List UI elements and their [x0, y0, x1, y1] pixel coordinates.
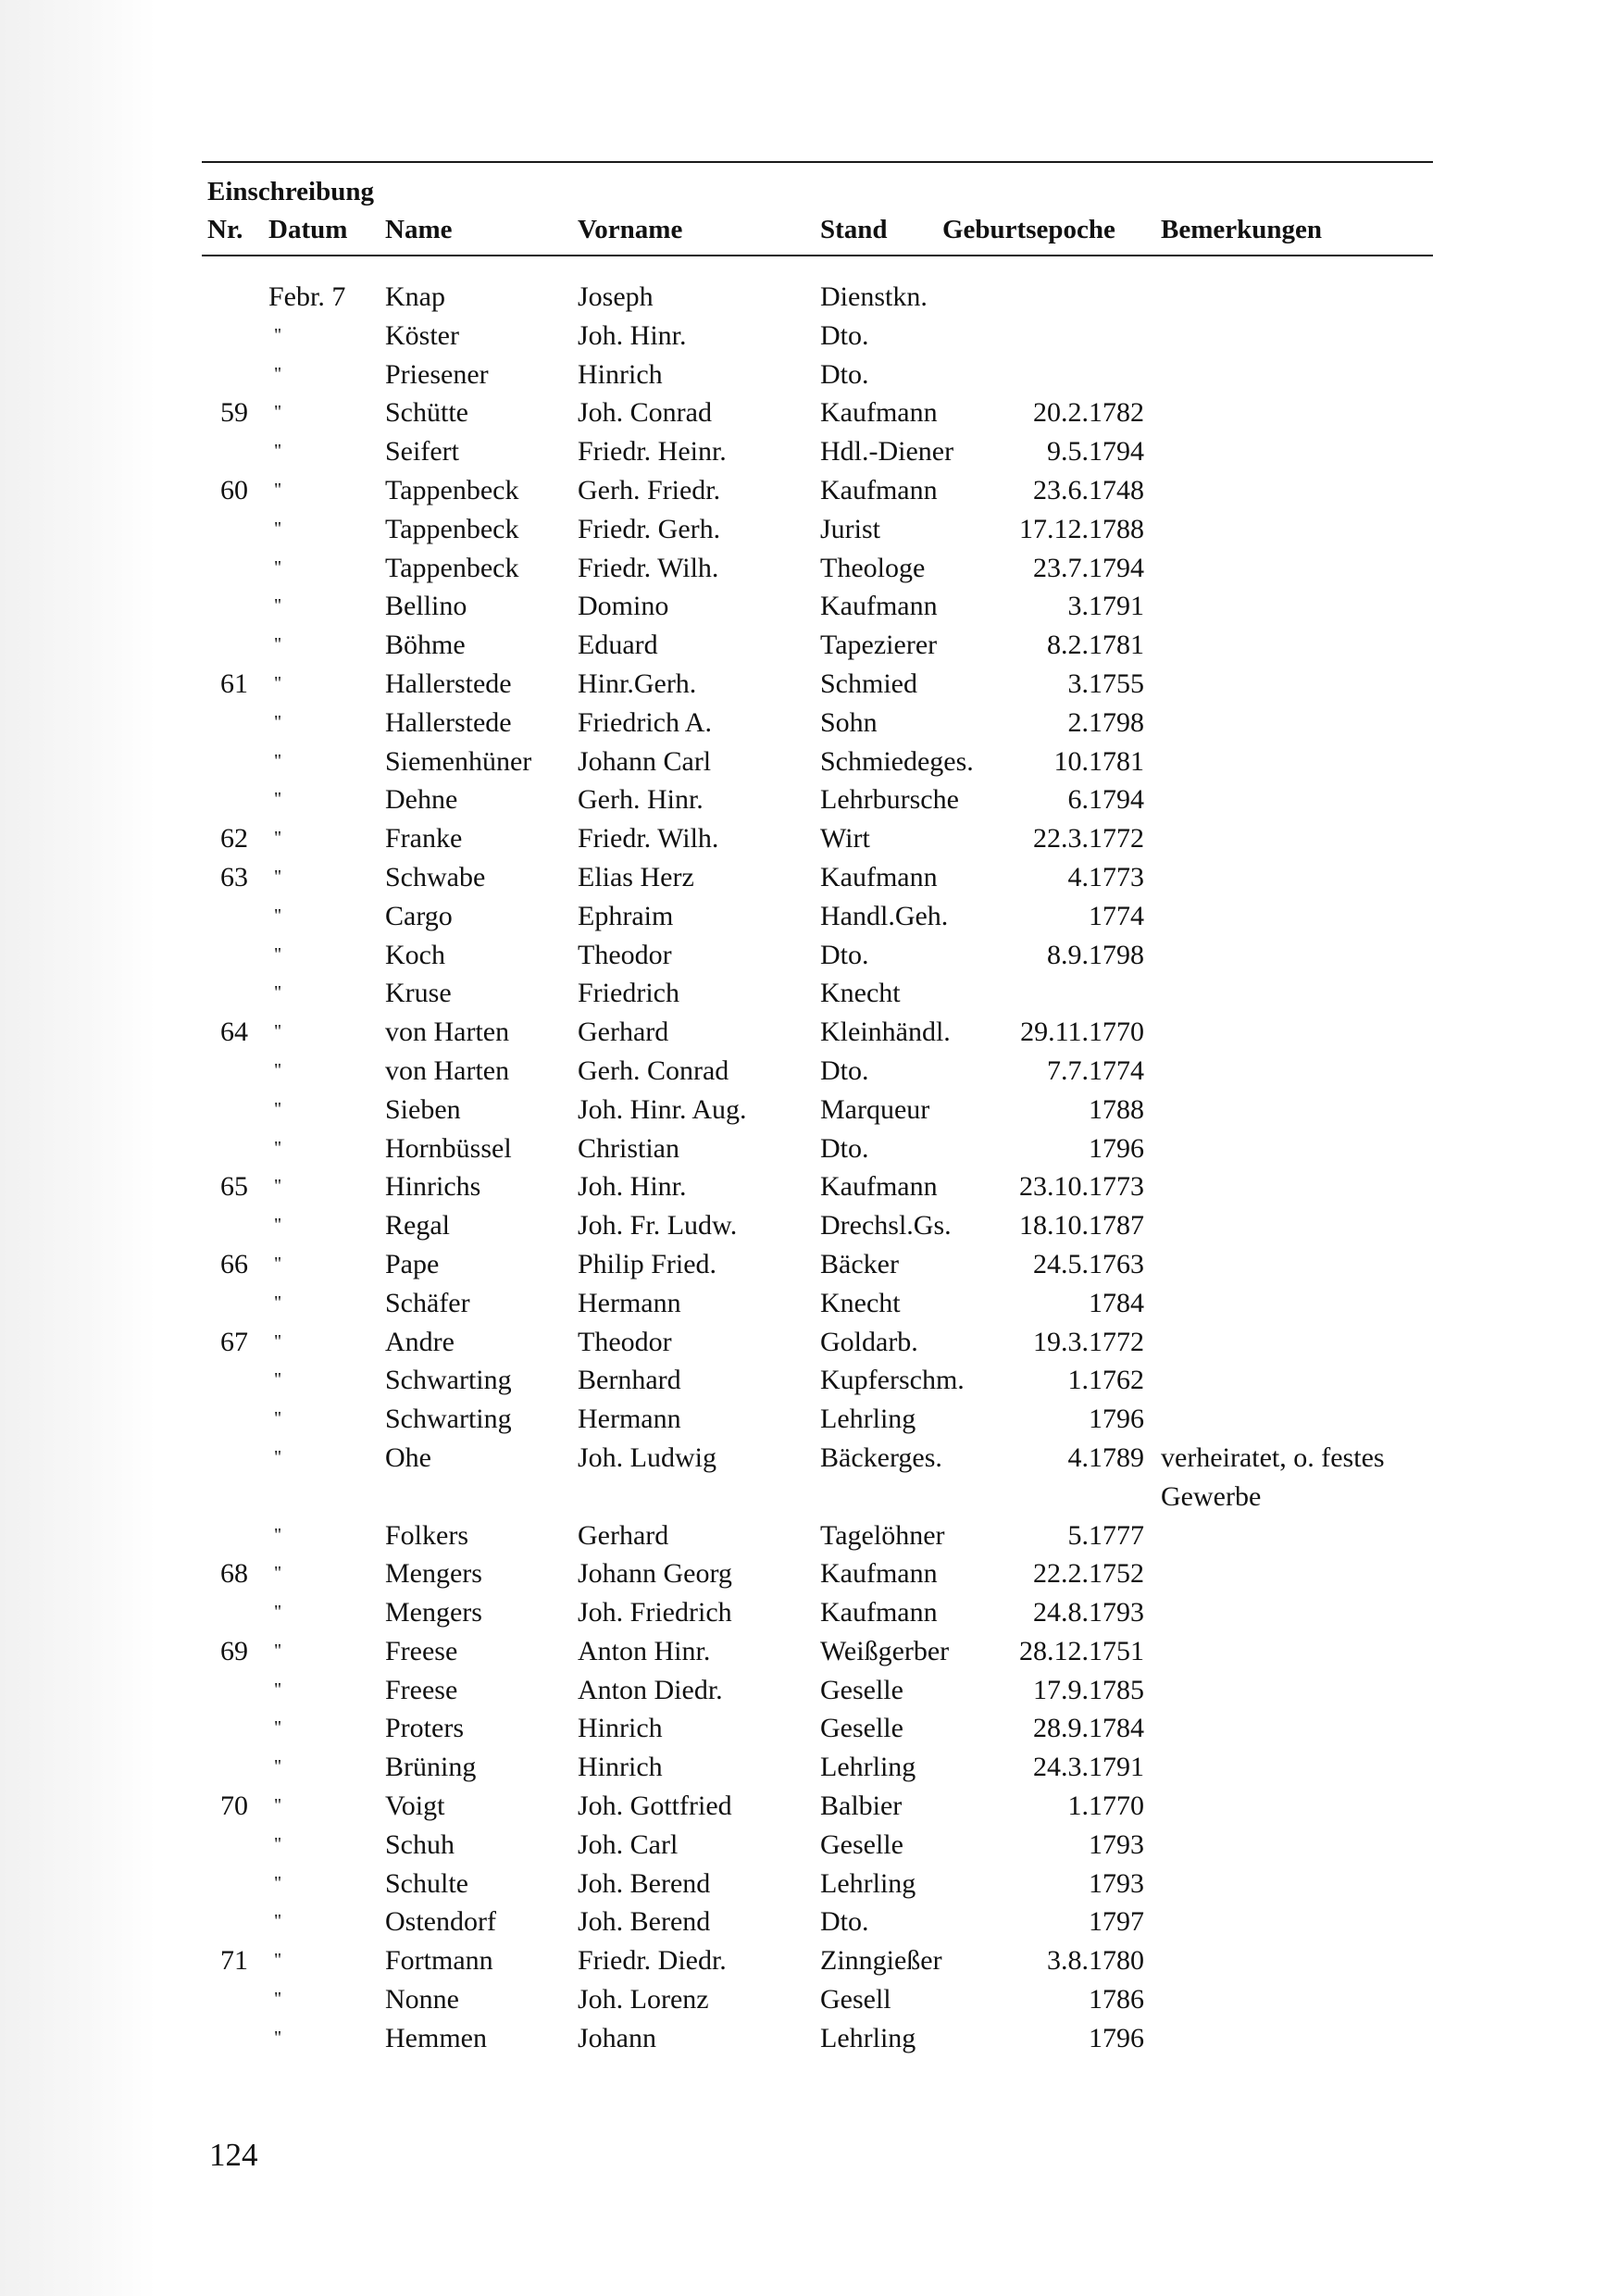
entry-vorname: Bernhard — [578, 1365, 681, 1396]
entry-date: " — [274, 479, 282, 500]
table-row — [0, 2019, 1607, 2058]
entry-stand: Lehrbursche — [820, 784, 959, 816]
table-row — [0, 1516, 1607, 1555]
entry-geburtsepoche: 23.10.1773 — [1019, 1171, 1144, 1203]
column-header-geburtsepoche: Geburtsepoche — [942, 215, 1115, 244]
table-row — [0, 549, 1607, 588]
entry-date: " — [274, 518, 282, 539]
entry-vorname: Gerhard — [578, 1519, 669, 1551]
entry-geburtsepoche: 1774 — [1089, 900, 1144, 931]
entry-date: " — [274, 402, 282, 423]
table-row — [0, 704, 1607, 742]
entry-vorname: Friedr. Diedr. — [578, 1945, 727, 1977]
entry-geburtsepoche: 22.3.1772 — [1033, 823, 1144, 855]
entry-name: Regal — [385, 1210, 450, 1242]
entry-geburtsepoche: 28.9.1784 — [1033, 1713, 1144, 1744]
entry-name: Tappenbeck — [385, 513, 519, 544]
entry-vorname: Anton Hinr. — [578, 1635, 711, 1666]
entry-vorname: Johann — [578, 2022, 656, 2053]
entry-vorname: Gerh. Conrad — [578, 1054, 729, 1086]
table-row — [0, 471, 1607, 510]
entry-date: " — [274, 1176, 282, 1197]
table-row — [0, 393, 1607, 432]
entry-vorname: Joh. Fr. Ludw. — [578, 1210, 738, 1242]
entry-number: 68 — [220, 1558, 248, 1590]
table-row — [0, 897, 1607, 936]
header-bottom-rule — [202, 255, 1433, 256]
entry-stand: Kleinhändl. — [820, 1017, 951, 1048]
entry-stand: Tagelöhner — [820, 1519, 945, 1551]
table-row — [0, 432, 1607, 471]
table-row — [0, 858, 1607, 897]
column-header-datum: Datum — [268, 215, 348, 244]
entry-vorname: Johann Carl — [578, 745, 712, 777]
table-row — [0, 1671, 1607, 1710]
entry-number: 67 — [220, 1326, 248, 1357]
entry-date: " — [274, 866, 282, 887]
entry-vorname: Friedr. Wilh. — [578, 552, 719, 583]
table-row — [0, 1245, 1607, 1284]
entry-stand: Sohn — [820, 706, 878, 738]
entry-name: Sieben — [385, 1093, 461, 1125]
table-row — [0, 1439, 1607, 1516]
entry-vorname: Joh. Hinr. Aug. — [578, 1093, 747, 1125]
entry-stand: Dto. — [820, 939, 869, 970]
table-row — [0, 1091, 1607, 1129]
entry-geburtsepoche: 1793 — [1089, 1828, 1144, 1860]
entry-name: Schwarting — [385, 1365, 512, 1396]
entry-geburtsepoche: 1796 — [1089, 1404, 1144, 1435]
entry-name: Nonne — [385, 1984, 459, 2015]
entry-date: " — [274, 789, 282, 810]
entry-geburtsepoche: 1.1770 — [1067, 1791, 1144, 1822]
entry-name: Hallerstede — [385, 668, 512, 699]
entry-geburtsepoche: 1796 — [1089, 1132, 1144, 1164]
entry-name: Dehne — [385, 784, 458, 816]
entry-name: Kruse — [385, 978, 452, 1009]
entry-date: " — [274, 1756, 282, 1778]
entry-stand: Kaufmann — [820, 397, 938, 429]
entry-vorname: Philip Fried. — [578, 1248, 717, 1279]
entry-date: " — [274, 1602, 282, 1623]
entry-vorname: Friedr. Wilh. — [578, 823, 719, 855]
entry-geburtsepoche: 23.7.1794 — [1033, 552, 1144, 583]
table-row — [0, 1903, 1607, 1941]
entry-geburtsepoche: 19.3.1772 — [1033, 1326, 1144, 1357]
entry-name: von Harten — [385, 1054, 510, 1086]
entry-stand: Kaufmann — [820, 861, 938, 892]
entry-stand: Bäcker — [820, 1248, 899, 1279]
entry-date: " — [274, 1872, 282, 1893]
entry-geburtsepoche: 4.1773 — [1067, 861, 1144, 892]
entry-stand: Drechsl.Gs. — [820, 1210, 952, 1242]
entry-number: 70 — [220, 1791, 248, 1822]
entry-stand: Dto. — [820, 1132, 869, 1164]
entry-geburtsepoche: 4.1789 — [1067, 1441, 1144, 1473]
section-title: Einschreibung — [207, 177, 374, 206]
entry-geburtsepoche: 1.1762 — [1067, 1365, 1144, 1396]
entry-vorname: Anton Diedr. — [578, 1674, 723, 1705]
entry-stand: Schmiedeges. — [820, 745, 974, 777]
entry-stand: Dto. — [820, 1906, 869, 1938]
entry-geburtsepoche: 5.1777 — [1067, 1519, 1144, 1551]
entry-stand: Marqueur — [820, 1093, 930, 1125]
entry-date: " — [274, 1446, 282, 1467]
table-row — [0, 780, 1607, 819]
entry-vorname: Theodor — [578, 939, 672, 970]
entry-date: Febr. 7 — [268, 281, 346, 312]
entry-name: Andre — [385, 1326, 455, 1357]
entry-number: 69 — [220, 1635, 248, 1666]
entry-date: " — [274, 324, 282, 345]
table-row — [0, 1167, 1607, 1206]
table-row — [0, 1052, 1607, 1091]
entry-vorname: Christian — [578, 1132, 679, 1164]
entry-date: " — [274, 750, 282, 771]
entry-stand: Kaufmann — [820, 591, 938, 622]
entry-stand: Tapezierer — [820, 630, 938, 661]
table-row — [0, 1593, 1607, 1632]
entry-date: " — [274, 1717, 282, 1739]
entry-vorname: Joh. Carl — [578, 1828, 679, 1860]
entry-date: " — [274, 1950, 282, 1971]
entry-date: " — [274, 1292, 282, 1313]
entry-name: Bellino — [385, 591, 467, 622]
table-row — [0, 1632, 1607, 1671]
entry-date: " — [274, 1408, 282, 1429]
entry-number: 66 — [220, 1248, 248, 1279]
table-row — [0, 510, 1607, 549]
entry-stand: Geselle — [820, 1828, 903, 1860]
table-row — [0, 317, 1607, 356]
table-row — [0, 1787, 1607, 1826]
entry-stand: Kupferschm. — [820, 1365, 965, 1396]
entry-name: Folkers — [385, 1519, 468, 1551]
entry-geburtsepoche: 17.12.1788 — [1019, 513, 1144, 544]
table-row — [0, 819, 1607, 858]
table-row — [0, 936, 1607, 975]
entry-vorname: Friedr. Heinr. — [578, 436, 727, 468]
entry-geburtsepoche: 1797 — [1089, 1906, 1144, 1938]
table-row — [0, 1129, 1607, 1168]
entry-stand: Geselle — [820, 1674, 903, 1705]
entry-stand: Handl.Geh. — [820, 900, 949, 931]
entry-geburtsepoche: 3.1755 — [1067, 668, 1144, 699]
entry-date: " — [274, 1215, 282, 1236]
entry-vorname: Hinrich — [578, 1752, 663, 1783]
table-row — [0, 1554, 1607, 1593]
entry-vorname: Hinrich — [578, 358, 663, 390]
entry-date: " — [274, 1911, 282, 1932]
entry-vorname: Joh. Friedrich — [578, 1597, 732, 1628]
entry-stand: Wirt — [820, 823, 870, 855]
entry-geburtsepoche: 9.5.1794 — [1047, 436, 1144, 468]
entry-name: Priesener — [385, 358, 489, 390]
entry-name: Franke — [385, 823, 463, 855]
column-header-bemerkungen: Bemerkungen — [1161, 215, 1322, 244]
entry-stand: Gesell — [820, 1984, 891, 2015]
entry-vorname: Hermann — [578, 1287, 681, 1318]
entry-vorname: Joh. Hinr. — [578, 319, 687, 351]
entry-name: von Harten — [385, 1017, 510, 1048]
entry-vorname: Joh. Lorenz — [578, 1984, 709, 2015]
entry-vorname: Joh. Hinr. — [578, 1171, 687, 1203]
entry-vorname: Joh. Conrad — [578, 397, 712, 429]
entry-stand: Schmied — [820, 668, 917, 699]
entry-name: Mengers — [385, 1597, 482, 1628]
entry-vorname: Friedrich — [578, 978, 679, 1009]
entry-name: Siemenhüner — [385, 745, 532, 777]
entry-stand: Balbier — [820, 1791, 903, 1822]
entry-date: " — [274, 1253, 282, 1274]
entry-date: " — [274, 943, 282, 965]
entry-name: Köster — [385, 319, 459, 351]
entry-geburtsepoche: 1793 — [1089, 1867, 1144, 1899]
entry-date: " — [274, 982, 282, 1004]
entry-date: " — [274, 905, 282, 926]
entry-date: " — [274, 2027, 282, 2048]
entry-name: Ohe — [385, 1441, 431, 1473]
table-row — [0, 1013, 1607, 1052]
entry-date: " — [274, 595, 282, 617]
entry-geburtsepoche: 17.9.1785 — [1033, 1674, 1144, 1705]
column-header-name: Name — [385, 215, 453, 244]
entry-stand: Dienstkn. — [820, 281, 928, 312]
column-header-stand: Stand — [820, 215, 888, 244]
entry-date: " — [274, 441, 282, 462]
entry-stand: Weißgerber — [820, 1635, 950, 1666]
entry-date: " — [274, 1640, 282, 1661]
entry-number: 60 — [220, 474, 248, 505]
table-row — [0, 626, 1607, 665]
entry-stand: Kaufmann — [820, 474, 938, 505]
entry-geburtsepoche: 24.3.1791 — [1033, 1752, 1144, 1783]
table-row — [0, 974, 1607, 1013]
entry-stand: Geselle — [820, 1713, 903, 1744]
table-row — [0, 742, 1607, 781]
entry-vorname: Joh. Berend — [578, 1867, 711, 1899]
entry-date: " — [274, 1098, 282, 1119]
entry-stand: Lehrling — [820, 2022, 916, 2053]
entry-geburtsepoche: 7.7.1774 — [1047, 1054, 1144, 1086]
entry-geburtsepoche: 1796 — [1089, 2022, 1144, 2053]
entry-geburtsepoche: 24.8.1793 — [1033, 1597, 1144, 1628]
entry-vorname: Friedrich A. — [578, 706, 712, 738]
entry-stand: Kaufmann — [820, 1597, 938, 1628]
entry-stand: Lehrling — [820, 1867, 916, 1899]
entry-geburtsepoche: 1786 — [1089, 1984, 1144, 2015]
entry-name: Böhme — [385, 630, 466, 661]
entry-name: Tappenbeck — [385, 474, 519, 505]
table-row — [0, 1980, 1607, 2019]
entry-date: " — [274, 1678, 282, 1700]
entry-stand: Knecht — [820, 978, 901, 1009]
entry-vorname: Elias Herz — [578, 861, 694, 892]
table-row — [0, 1361, 1607, 1400]
entry-name: Cargo — [385, 900, 453, 931]
entry-name: Koch — [385, 939, 445, 970]
entry-vorname: Ephraim — [578, 900, 674, 931]
entry-vorname: Johann Georg — [578, 1558, 732, 1590]
table-row — [0, 356, 1607, 394]
entry-stand: Bäckerges. — [820, 1441, 942, 1473]
entry-vorname: Friedr. Gerh. — [578, 513, 721, 544]
entry-stand: Dto. — [820, 319, 869, 351]
column-header-nr: Nr. — [207, 215, 243, 244]
entry-number: 64 — [220, 1017, 248, 1048]
entry-date: " — [274, 672, 282, 693]
entry-name: Freese — [385, 1674, 458, 1705]
entry-vorname: Hermann — [578, 1404, 681, 1435]
table-row — [0, 1284, 1607, 1323]
entry-name: Freese — [385, 1635, 458, 1666]
register-table-body — [0, 278, 1607, 2058]
table-row — [0, 1400, 1607, 1439]
entry-stand: Dto. — [820, 358, 869, 390]
entry-name: Schütte — [385, 397, 468, 429]
entry-number: 59 — [220, 397, 248, 429]
table-row — [0, 1709, 1607, 1748]
entry-name: Hemmen — [385, 2022, 487, 2053]
entry-vorname: Gerh. Friedr. — [578, 474, 721, 505]
column-header-vorname: Vorname — [578, 215, 683, 244]
table-row — [0, 1941, 1607, 1980]
entry-geburtsepoche: 20.2.1782 — [1033, 397, 1144, 429]
entry-vorname: Joh. Berend — [578, 1906, 711, 1938]
entry-stand: Kaufmann — [820, 1558, 938, 1590]
entry-name: Schwabe — [385, 861, 486, 892]
entry-vorname: Theodor — [578, 1326, 672, 1357]
entry-geburtsepoche: 8.2.1781 — [1047, 630, 1144, 661]
entry-stand: Kaufmann — [820, 1171, 938, 1203]
entry-geburtsepoche: 10.1781 — [1053, 745, 1144, 777]
table-row — [0, 1865, 1607, 1903]
entry-date: " — [274, 1021, 282, 1042]
entry-vorname: Joh. Gottfried — [578, 1791, 732, 1822]
entry-name: Voigt — [385, 1791, 445, 1822]
entry-stand: Lehrling — [820, 1752, 916, 1783]
entry-name: Fortmann — [385, 1945, 493, 1977]
entry-vorname: Hinr.Gerh. — [578, 668, 697, 699]
entry-vorname: Eduard — [578, 630, 658, 661]
entry-name: Proters — [385, 1713, 464, 1744]
entry-name: Seifert — [385, 436, 459, 468]
entry-date: " — [274, 1059, 282, 1080]
entry-geburtsepoche: 2.1798 — [1067, 706, 1144, 738]
entry-name: Tappenbeck — [385, 552, 519, 583]
entry-stand: Jurist — [820, 513, 881, 544]
entry-date: " — [274, 828, 282, 849]
entry-vorname: Domino — [578, 591, 669, 622]
entry-number: 63 — [220, 861, 248, 892]
entry-name: Brüning — [385, 1752, 477, 1783]
entry-date: " — [274, 1795, 282, 1816]
entry-name: Hornbüssel — [385, 1132, 512, 1164]
entry-name: Knap — [385, 281, 445, 312]
entry-name: Schäfer — [385, 1287, 470, 1318]
table-row — [0, 278, 1607, 317]
table-row — [0, 1748, 1607, 1787]
entry-geburtsepoche: 24.5.1763 — [1033, 1248, 1144, 1279]
entry-date: " — [274, 363, 282, 384]
entry-geburtsepoche: 3.8.1780 — [1047, 1945, 1144, 1977]
entry-date: " — [274, 1563, 282, 1584]
entry-stand: Lehrling — [820, 1404, 916, 1435]
entry-stand: Theologe — [820, 552, 926, 583]
entry-name: Schuh — [385, 1828, 455, 1860]
entry-stand: Knecht — [820, 1287, 901, 1318]
entry-geburtsepoche: 29.11.1770 — [1020, 1017, 1144, 1048]
entry-stand: Goldarb. — [820, 1326, 918, 1357]
table-row — [0, 1206, 1607, 1245]
entry-name: Schulte — [385, 1867, 468, 1899]
table-top-rule — [202, 161, 1433, 163]
entry-vorname: Gerhard — [578, 1017, 669, 1048]
entry-name: Mengers — [385, 1558, 482, 1590]
entry-vorname: Joh. Ludwig — [578, 1441, 716, 1473]
table-row — [0, 587, 1607, 626]
entry-name: Ostendorf — [385, 1906, 496, 1938]
entry-date: " — [274, 1989, 282, 2010]
entry-number: 62 — [220, 823, 248, 855]
entry-name: Hallerstede — [385, 706, 512, 738]
entry-date: " — [274, 1330, 282, 1352]
entry-stand: Hdl.-Diener — [820, 436, 954, 468]
page-number: 124 — [209, 2137, 258, 2173]
entry-date: " — [274, 1833, 282, 1854]
entry-vorname: Hinrich — [578, 1713, 663, 1744]
entry-number: 61 — [220, 668, 248, 699]
entry-geburtsepoche: 23.6.1748 — [1033, 474, 1144, 505]
entry-date: " — [274, 711, 282, 732]
entry-geburtsepoche: 8.9.1798 — [1047, 939, 1144, 970]
entry-number: 65 — [220, 1171, 248, 1203]
entry-number: 71 — [220, 1945, 248, 1977]
entry-geburtsepoche: 1788 — [1089, 1093, 1144, 1125]
entry-geburtsepoche: 3.1791 — [1067, 591, 1144, 622]
entry-geburtsepoche: 18.10.1787 — [1019, 1210, 1144, 1242]
entry-date: " — [274, 634, 282, 655]
entry-date: " — [274, 1369, 282, 1391]
entry-stand: Dto. — [820, 1054, 869, 1086]
entry-geburtsepoche: 28.12.1751 — [1019, 1635, 1144, 1666]
entry-vorname: Gerh. Hinr. — [578, 784, 704, 816]
entry-vorname: Joseph — [578, 281, 654, 312]
entry-date: " — [274, 556, 282, 578]
table-row — [0, 1323, 1607, 1362]
entry-name: Hinrichs — [385, 1171, 481, 1203]
entry-name: Schwarting — [385, 1404, 512, 1435]
entry-geburtsepoche: 6.1794 — [1067, 784, 1144, 816]
entry-geburtsepoche: 22.2.1752 — [1033, 1558, 1144, 1590]
entry-geburtsepoche: 1784 — [1089, 1287, 1144, 1318]
entry-bemerkungen: verheiratet, o. festes Gewerbe — [1161, 1441, 1385, 1512]
table-row — [0, 665, 1607, 704]
table-row — [0, 1826, 1607, 1865]
entry-name: Pape — [385, 1248, 440, 1279]
entry-stand: Zinngießer — [820, 1945, 942, 1977]
entry-date: " — [274, 1137, 282, 1158]
entry-date: " — [274, 1524, 282, 1545]
